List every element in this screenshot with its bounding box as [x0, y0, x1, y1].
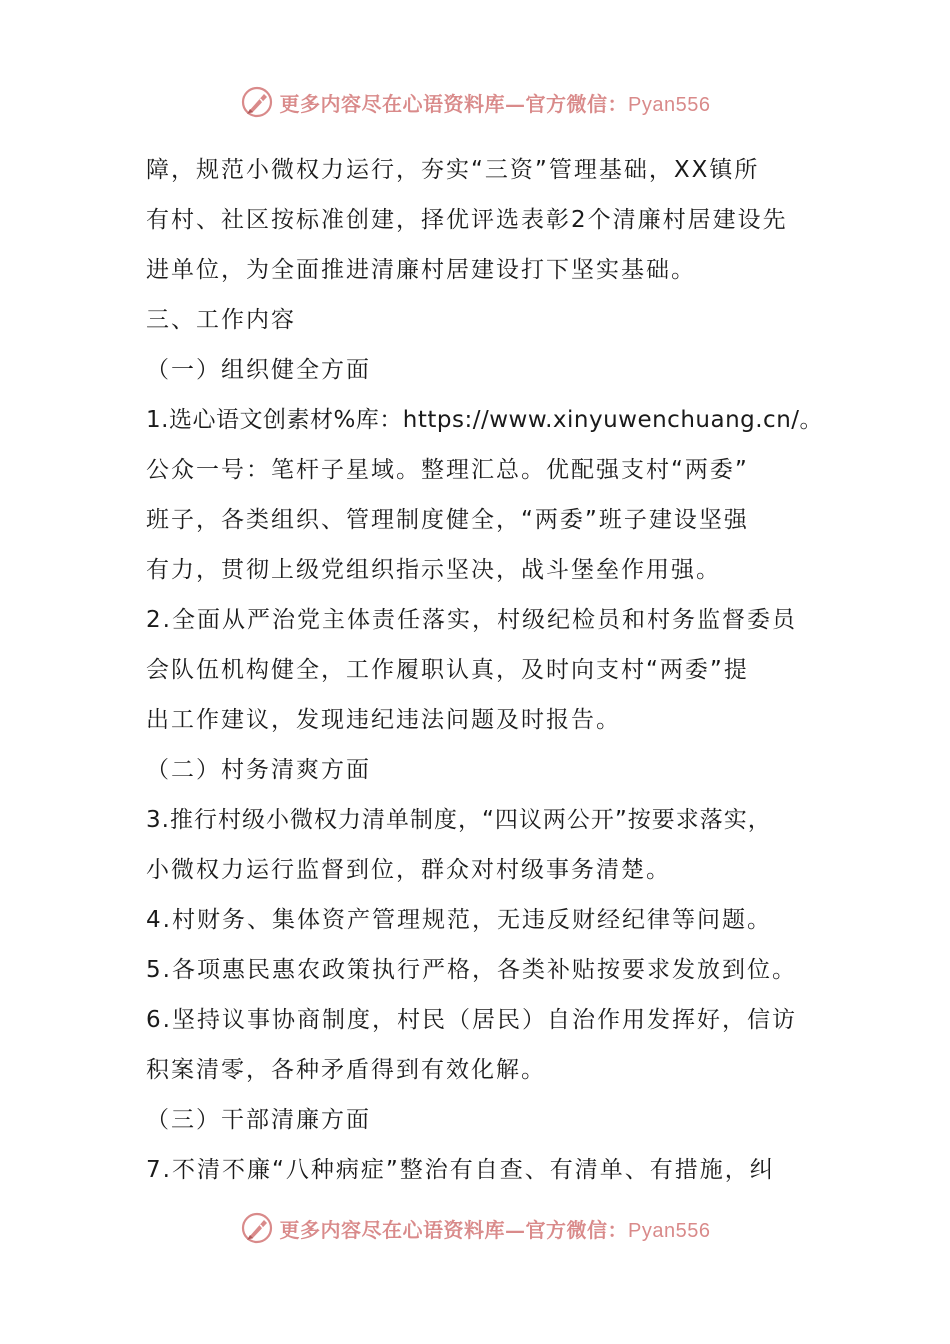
subsection-heading: （一）组织健全方面 — [146, 357, 371, 383]
text-line: 2.全面从严治党主体责任落实，村级纪检员和村务监督委员 — [146, 607, 797, 633]
text-line: 进单位，为全面推进清廉村居建设打下坚实基础。 — [146, 257, 696, 283]
text-line: 障，规范小微权力运行，夯实“三资”管理基础，XX镇所 — [146, 157, 760, 183]
text-line: 会队伍机构健全，工作履职认真，及时向支村“两委”提 — [146, 657, 749, 683]
text-line: 公众一号：笔杆子星域。整理汇总。优配强支村“两委” — [146, 457, 749, 483]
text-line: 小微权力运行监督到位，群众对村级事务清楚。 — [146, 857, 671, 883]
document-body — [146, 145, 824, 1195]
header-watermark — [0, 82, 950, 122]
text-line: 5.各项惠民惠农政策执行严格，各类补贴按要求发放到位。 — [146, 957, 797, 983]
text-line: 7.不清不廉“八种病症”整治有自查、有清单、有措施，纠 — [146, 1157, 775, 1183]
text-line: 积案清零，各种矛盾得到有效化解。 — [146, 1057, 546, 1083]
text-line: 6.坚持议事协商制度，村民（居民）自治作用发挥好，信访 — [146, 1007, 797, 1033]
watermark-wechat-id: Pyan556 — [628, 93, 711, 116]
text-line: 3.推行村级小微权力清单制度，“四议两公开”按要求落实， — [146, 807, 772, 833]
text-line: 出工作建议，发现违纪违法问题及时报告。 — [146, 707, 621, 733]
watermark-wechat-id: Pyan556 — [628, 1219, 711, 1242]
section-heading: 三、工作内容 — [146, 307, 296, 333]
subsection-heading: （二）村务清爽方面 — [146, 757, 371, 783]
text-line: 1.选心语文创素材%库：https://www.xinyuwenchuang.cn/。 — [146, 407, 824, 433]
footer-watermark — [0, 1208, 950, 1248]
quill-logo-icon — [240, 1211, 274, 1245]
text-line: 有力，贯彻上级党组织指示坚决，战斗堡垒作用强。 — [146, 557, 721, 583]
watermark-text: 更多内容尽在心语资料库—官方微信：Pyan556 — [279, 91, 711, 116]
text-line: 班子，各类组织、管理制度健全，“两委”班子建设坚强 — [146, 507, 749, 533]
watermark-text: 更多内容尽在心语资料库—官方微信：Pyan556 — [279, 1217, 711, 1242]
text-line: 4.村财务、集体资产管理规范，无违反财经纪律等问题。 — [146, 907, 772, 933]
subsection-heading: （三）干部清廉方面 — [146, 1107, 371, 1133]
text-line: 有村、社区按标准创建，择优评选表彰2个清廉村居建设先 — [146, 207, 788, 233]
quill-logo-icon — [240, 85, 274, 119]
